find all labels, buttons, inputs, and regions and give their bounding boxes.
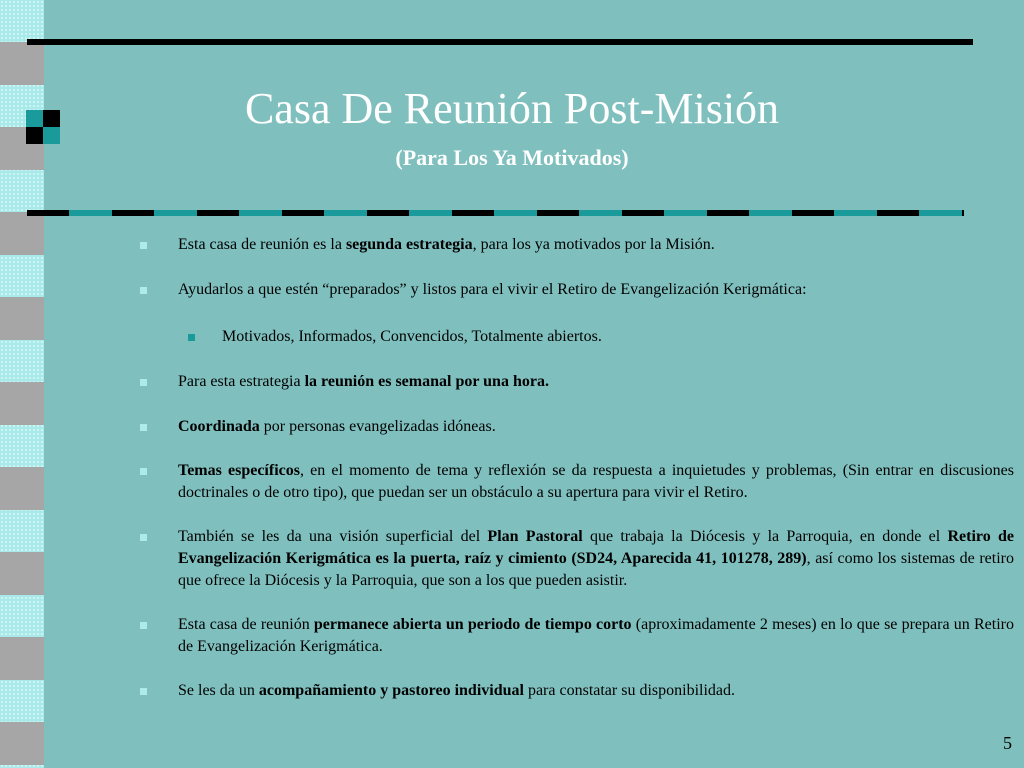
square-bullet-icon <box>140 287 147 294</box>
bullet-bold-text: la reunión es semanal por una hora. <box>304 373 549 390</box>
bullet-text: Esta casa de reunión <box>178 616 314 633</box>
bullet-item <box>140 614 1014 658</box>
bullet-text: Para esta estrategia <box>178 373 305 390</box>
bullet-bold-text: permanece abierta un periodo de tiempo corto <box>313 616 632 633</box>
slide-subtitle: (Para Los Ya Motivados) <box>395 145 629 170</box>
bullet-text: por personas evangelizadas idóneas. <box>259 418 496 435</box>
top-rule <box>27 39 973 45</box>
bullet-text: También se les da una visión superficial del <box>178 528 488 545</box>
bullet-text: Ayudarlos a que estén “preparados” y listos para el vivir el Retiro de Evangelización Kerigmática: <box>178 281 807 298</box>
bullet-item <box>140 680 1014 702</box>
bullet-text: Motivados, Informados, Convencidos, Totalmente abiertos. <box>222 328 602 345</box>
square-bullet-icon <box>140 622 147 629</box>
bullet-text: , en el momento de tema y reflexión se da respuesta a inquietudes y problemas, (Sin entrar en discusiones doctrinales o de otro tipo), que puedan ser un obstáculo a su apertura para vivir el Retiro. <box>178 462 1014 501</box>
square-bullet-icon <box>140 379 147 386</box>
bullet-bold-text: Retiro de Evangelización Kerigmática es la puerta, raíz y cimiento (SD24, Aparecida 41, 101278, 289) <box>178 528 1014 567</box>
bullet-text: para constatar su disponibilidad. <box>523 682 736 699</box>
bullet-item <box>140 460 1014 504</box>
bullet-item <box>140 371 1014 393</box>
slide-title: Casa De Reunión Post-Misión <box>244 84 780 133</box>
square-bullet-icon <box>140 534 147 541</box>
bullet-item <box>140 416 1014 438</box>
square-bullet-icon <box>188 334 195 341</box>
square-bullet-icon <box>140 242 147 249</box>
bullet-text: Se les da un <box>178 682 259 699</box>
bullet-bold-text: Coordinada <box>178 418 260 435</box>
bullet-text: Esta casa de reunión es la <box>178 236 346 253</box>
bullet-text: , para los ya motivados por la Misión. <box>472 236 715 253</box>
bullet-bold-text: acompañamiento y pastoreo individual <box>258 682 524 699</box>
bullet-text: (aproximadamente 2 meses) en lo que se prepara un Retiro de Evangelización Kerigmática. <box>178 616 1014 655</box>
bullet-item <box>140 279 1014 301</box>
bullet-list <box>140 234 1014 702</box>
square-bullet-icon <box>140 688 147 695</box>
bullet-item <box>140 234 1014 256</box>
bullet-bold-text: Plan Pastoral <box>487 528 583 545</box>
bullet-text: , así como los sistemas de retiro que ofrece la Diócesis y la Parroquia, que son a los que pueden asistir. <box>178 550 1014 589</box>
square-bullet-icon <box>140 424 147 431</box>
square-bullet-icon <box>140 468 147 475</box>
dashed-rule <box>27 210 964 216</box>
page-number: 5 <box>1003 733 1012 753</box>
sub-bullet-item <box>140 326 1014 348</box>
bullet-text: que trabaja la Diócesis y la Parroquia, en donde el <box>582 528 948 545</box>
bullet-bold-text: segunda estrategia <box>345 236 473 253</box>
bullet-item <box>140 526 1014 592</box>
bullet-bold-text: Temas específicos <box>178 462 300 479</box>
